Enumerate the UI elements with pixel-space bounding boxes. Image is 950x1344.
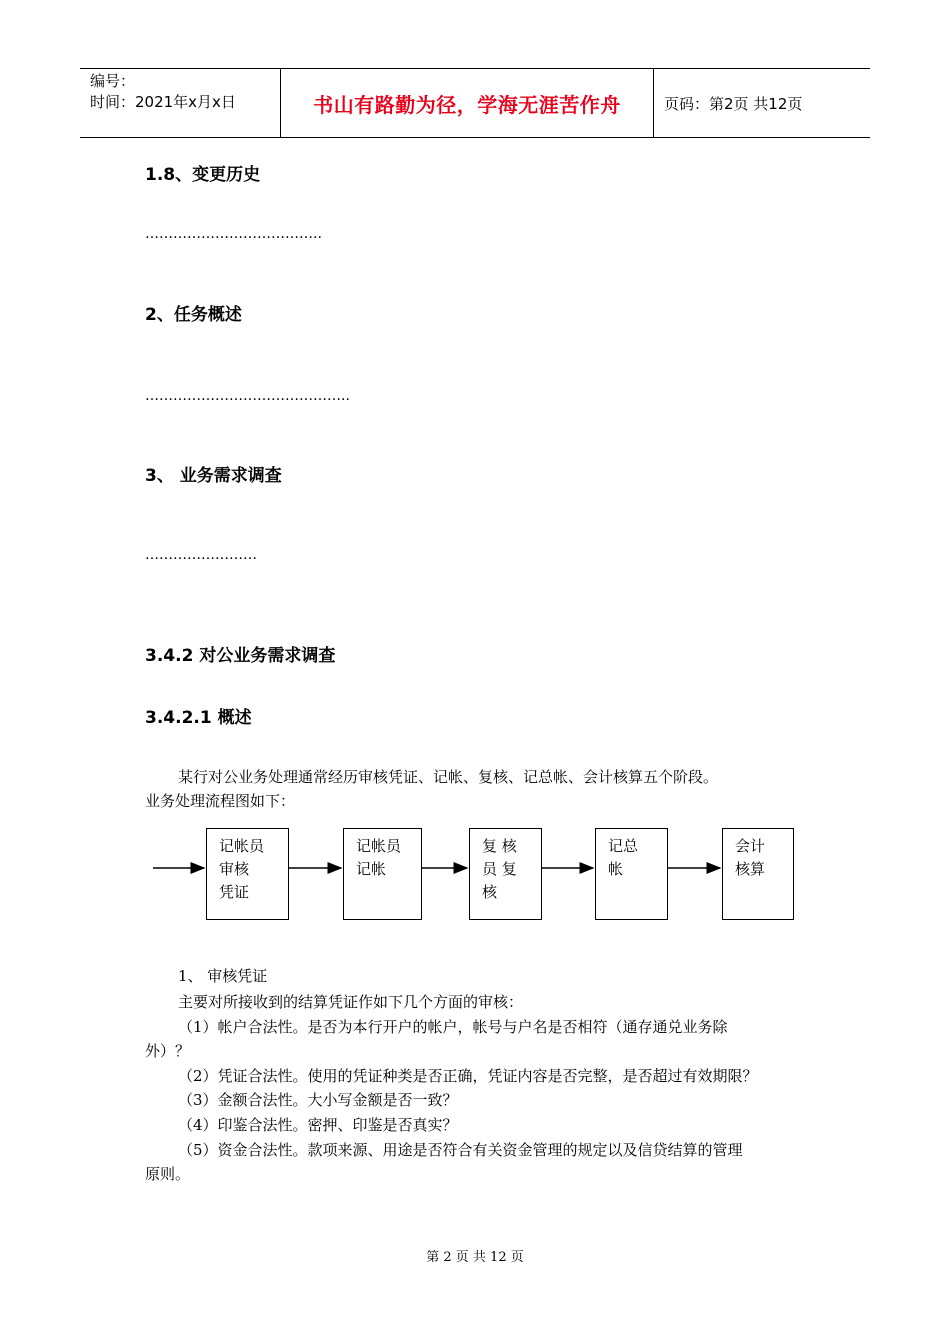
heading-corporate-survey: 3.4.2 对公业务需求调查 [145,646,336,666]
flow-box-general-ledger: 记总 帐 [595,828,668,920]
item-1-intro: 主要对所接收到的结算凭证作如下几个方面的审核： [178,993,524,1011]
flow-box-recheck: 复 核 员 复 核 [469,828,542,920]
header-motto: 书山有路勤为径，学海无涯苦作舟 [281,69,654,137]
heading-change-history: 1.8、变更历史 [145,165,261,185]
dots-change-history: ……………………………….. [145,226,322,242]
check-1-line-2: 外）？ [145,1042,191,1060]
page-footer: 第 2 页 共 12 页 [426,1250,524,1265]
heading-business-survey: 3、 业务需求调查 [145,466,282,486]
item-1-title: 1、 审核凭证 [178,967,268,985]
header-page-number: 页码：第2页 共12页 [664,94,803,113]
flow-box-bookkeeping: 记帐员 记帐 [343,828,422,920]
doc-time: 时间：2021年x月x日 [90,93,236,111]
doc-number: 编号： [90,72,136,90]
page-header [80,68,870,138]
heading-task-overview: 2、任务概述 [145,305,242,325]
check-2: （2）凭证合法性。使用的凭证种类是否正确，凭证内容是否完整，是否超过有效期限？ [178,1067,758,1085]
process-flow-diagram [150,826,810,926]
flow-box-review-voucher: 记帐员 审核 凭证 [206,828,289,920]
header-meta [80,69,281,137]
check-3: （3）金额合法性。大小写金额是否一致？ [178,1091,458,1109]
heading-overview: 3.4.2.1 概述 [145,708,252,728]
dots-business-survey: …………………… [145,547,257,563]
intro-line-1: 某行对公业务处理通常经历审核凭证、记帐、复核、记总帐、会计核算五个阶段。 [178,768,719,786]
flow-box-accounting: 会计 核算 [722,828,794,920]
check-4: （4）印鉴合法性。密押、印鉴是否真实？ [178,1116,458,1134]
intro-line-2: 业务处理流程图如下： [145,792,296,810]
check-1-line-1: （1）帐户合法性。是否为本行开户的帐户，帐号与户名是否相符（通存通兑业务除 [178,1018,728,1036]
check-5-line-2: 原则。 [145,1165,191,1183]
check-5-line-1: （5）资金合法性。款项来源、用途是否符合有关资金管理的规定以及信贷结算的管理 [178,1141,743,1159]
dots-task-overview: …………………………………….. [145,388,350,404]
